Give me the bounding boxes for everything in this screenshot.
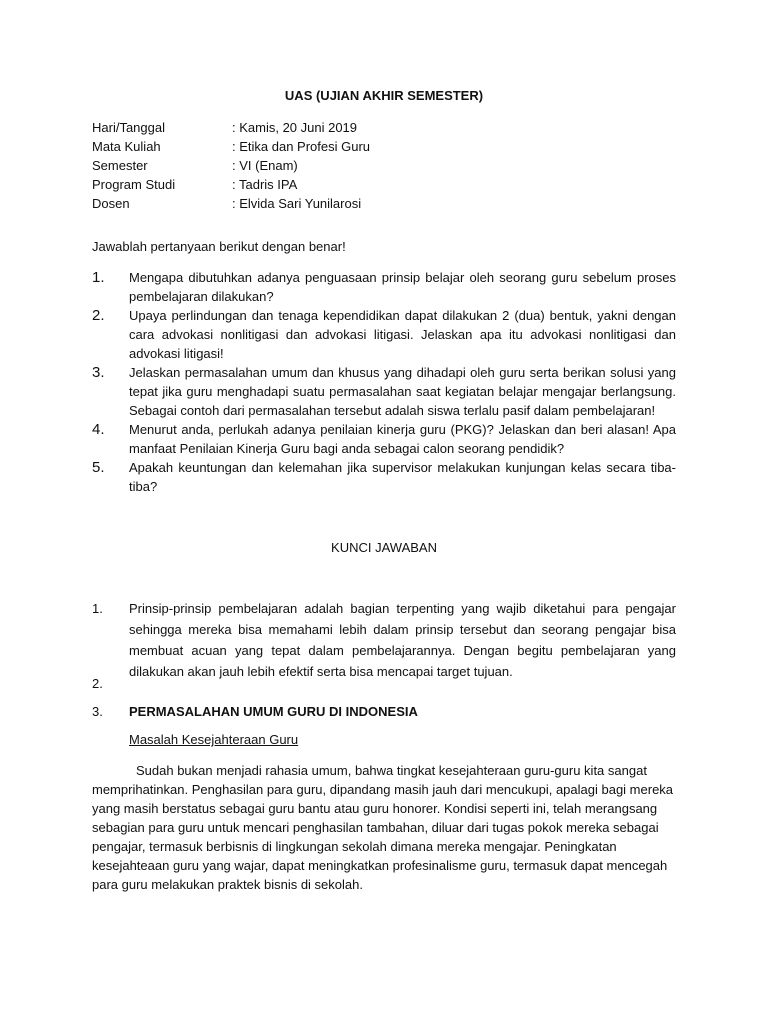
exam-info <box>92 118 370 213</box>
info-value: : Elvida Sari Yunilarosi <box>232 196 362 211</box>
info-label: Semester <box>92 158 148 173</box>
document-title: UAS (UJIAN AKHIR SEMESTER) <box>284 88 484 103</box>
question-number: 4. <box>92 421 105 438</box>
question-item <box>92 268 676 306</box>
answer-list <box>92 598 676 682</box>
answer-item-section <box>92 704 418 719</box>
question-text: Apakah keuntungan dan kelemahan jika supervisor melakukan kunjungan kelas secara tiba-tiba? <box>129 460 676 494</box>
question-number: 2. <box>92 307 105 324</box>
answer-item-empty <box>92 676 103 691</box>
info-row-program <box>92 175 370 194</box>
answer-text: Prinsip-prinsip pembelajaran adalah bagian terpenting yang wajib diketahui para pengajar sehingga mereka bisa memahami lebih dalam prinsip tersebut dan seorang pengajar bisa membuat acuan yang tepat dalam pembelajarannya. Dengan begitu pembelajaran yang dilakukan akan jauh lebih efektif serta bisa mencapai target tujuan. <box>129 601 676 679</box>
answer-item <box>92 598 676 682</box>
body-paragraph: Sudah bukan menjadi rahasia umum, bahwa tingkat kesejahteraan guru-guru kita sangat memprihatinkan. Penghasilan para guru, dipandang masih jauh dari mencukupi, apalagi bagi mereka yang masih berstatus sebagai guru bantu atau guru honorer. Kondisi seperti ini, telah merangsang sebagian para guru untuk mencari penghasilan tambahan, diluar dari tugas pokok mereka sebagai pengajar, termasuk berbisnis di lingkungan sekolah dimana mereka mengajar. Peningkatan kesejahteaan guru yang wajar, dapat meningkatkan profesinalisme guru, termasuk dapat mencegah para guru melakukan praktek bisnis di sekolah. <box>92 763 674 892</box>
answer-number: 3. <box>92 704 103 719</box>
info-label: Dosen <box>92 196 130 211</box>
question-number: 3. <box>92 364 105 381</box>
info-value: : VI (Enam) <box>232 158 298 173</box>
question-item <box>92 458 676 496</box>
question-number: 1. <box>92 269 105 286</box>
question-number: 5. <box>92 459 105 476</box>
answer-number: 2. <box>92 676 103 691</box>
answer-number: 1. <box>92 601 103 616</box>
info-value: : Kamis, 20 Juni 2019 <box>232 120 358 135</box>
info-label: Program Studi <box>92 177 176 192</box>
answer-key-title: KUNCI JAWABAN <box>331 540 437 555</box>
instruction-text: Jawablah pertanyaan berikut dengan benar! <box>92 239 346 254</box>
info-label: Hari/Tanggal <box>92 120 165 135</box>
info-row-lecturer <box>92 194 370 213</box>
info-value: : Etika dan Profesi Guru <box>232 139 371 154</box>
info-value: : Tadris IPA <box>232 177 298 192</box>
question-text: Upaya perlindungan dan tenaga kependidikan dapat dilakukan 2 (dua) bentuk, yakni dengan cara advokasi nonlitigasi dan advokasi litigasi. Jelaskan apa itu advokasi nonlitigasi dan advokasi litigasi! <box>129 308 676 361</box>
info-row-course <box>92 137 370 156</box>
info-row-date <box>92 118 370 137</box>
info-row-semester <box>92 156 370 175</box>
question-text: Menurut anda, perlukah adanya penilaian kinerja guru (PKG)? Jelaskan dan beri alasan! Apa manfaat Penilaian Kinerja Guru bagi anda sebagai calon seorang pendidik? <box>129 422 676 456</box>
question-item <box>92 363 676 420</box>
question-item <box>92 306 676 363</box>
subsection-heading: Masalah Kesejahteraan Guru <box>129 732 299 747</box>
section-heading: PERMASALAHAN UMUM GURU DI INDONESIA <box>129 704 418 719</box>
question-item <box>92 420 676 458</box>
question-text: Jelaskan permasalahan umum dan khusus yang dihadapi oleh guru serta berikan solusi yang tepat jika guru menghadapi suatu permasalahan saat kegiatan belajar mengajar berlangsung. Sebagai contoh dari permasalahan tersebut adalah siswa terlalu pasif dalam pembelajaran! <box>129 365 676 418</box>
question-text: Mengapa dibutuhkan adanya penguasaan prinsip belajar oleh seorang guru sebelum proses pembelajaran dilakukan? <box>129 270 676 304</box>
question-list <box>92 268 676 496</box>
info-label: Mata Kuliah <box>92 139 161 154</box>
